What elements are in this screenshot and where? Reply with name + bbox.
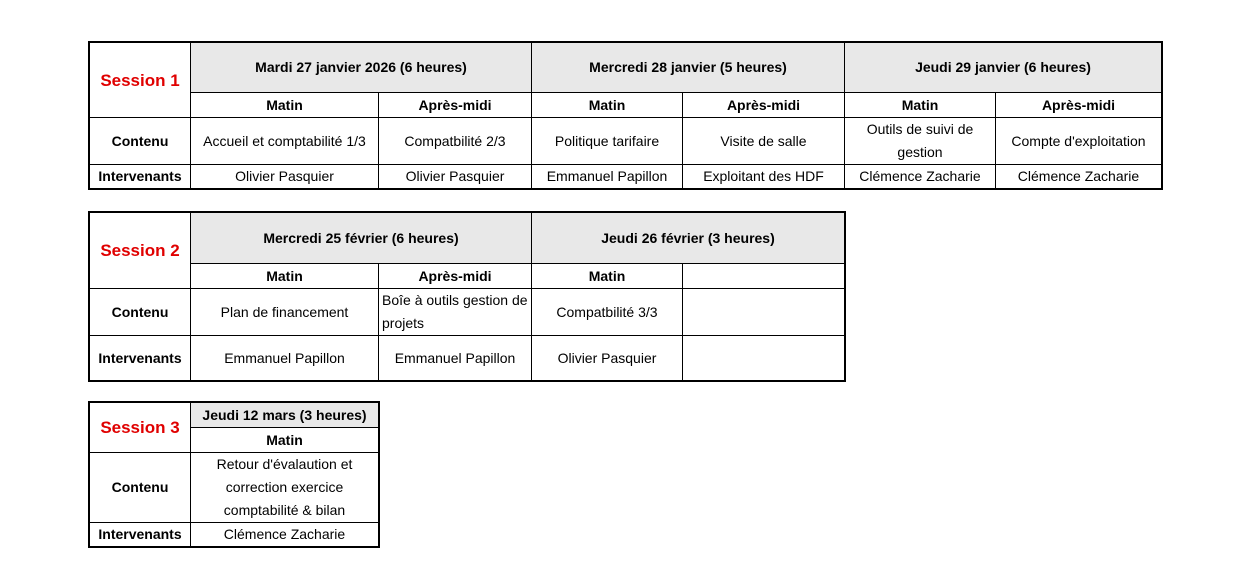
session-3-table — [89, 402, 379, 547]
day-header: Jeudi 29 janvier (6 heures) — [845, 43, 1162, 93]
period-header: Matin — [191, 93, 379, 118]
intervenant-cell: Clémence Zacharie — [191, 523, 379, 547]
intervenant-cell: Olivier Pasquier — [532, 336, 683, 381]
period-header: Après-midi — [379, 93, 532, 118]
intervenant-cell: Clémence Zacharie — [845, 165, 996, 189]
day-header: Mardi 27 janvier 2026 (6 heures) — [191, 43, 532, 93]
contenu-cell: Compatbilité 2/3 — [379, 118, 532, 165]
contenu-cell — [683, 289, 845, 336]
period-header: Matin — [532, 93, 683, 118]
period-header: Matin — [191, 428, 379, 453]
period-header: Matin — [532, 264, 683, 289]
period-header: Après-midi — [683, 93, 845, 118]
day-header: Mercredi 25 février (6 heures) — [191, 213, 532, 264]
contenu-cell: Compte d'exploitation — [996, 118, 1162, 165]
session-3-label: Session 3 — [90, 403, 191, 453]
intervenant-cell: Olivier Pasquier — [379, 165, 532, 189]
contenu-cell: Visite de salle — [683, 118, 845, 165]
session-2-label: Session 2 — [90, 213, 191, 289]
contenu-cell: Politique tarifaire — [532, 118, 683, 165]
intervenant-cell: Emmanuel Papillon — [191, 336, 379, 381]
intervenants-row-label: Intervenants — [90, 165, 191, 189]
session-1-table — [89, 42, 1162, 189]
contenu-cell: Retour d'évalaution et correction exercice comptabilité & bilan — [191, 453, 379, 523]
session-2-table — [89, 212, 845, 381]
session-1-label: Session 1 — [90, 43, 191, 118]
contenu-cell: Compatbilité 3/3 — [532, 289, 683, 336]
intervenant-cell: Emmanuel Papillon — [379, 336, 532, 381]
contenu-cell: Outils de suivi de gestion — [845, 118, 996, 165]
day-header: Jeudi 26 février (3 heures) — [532, 213, 845, 264]
intervenant-cell: Emmanuel Papillon — [532, 165, 683, 189]
period-header: Après-midi — [996, 93, 1162, 118]
intervenant-cell: Olivier Pasquier — [191, 165, 379, 189]
contenu-cell: Plan de financement — [191, 289, 379, 336]
day-header: Mercredi 28 janvier (5 heures) — [532, 43, 845, 93]
intervenant-cell — [683, 336, 845, 381]
period-header: Après-midi — [379, 264, 532, 289]
intervenants-row-label: Intervenants — [90, 523, 191, 547]
period-header: Matin — [845, 93, 996, 118]
contenu-row-label: Contenu — [90, 453, 191, 523]
contenu-cell: Accueil et comptabilité 1/3 — [191, 118, 379, 165]
contenu-row-label: Contenu — [90, 289, 191, 336]
day-header: Jeudi 12 mars (3 heures) — [191, 403, 379, 428]
intervenant-cell: Clémence Zacharie — [996, 165, 1162, 189]
intervenant-cell: Exploitant des HDF — [683, 165, 845, 189]
contenu-row-label: Contenu — [90, 118, 191, 165]
period-header — [683, 264, 845, 289]
intervenants-row-label: Intervenants — [90, 336, 191, 381]
period-header: Matin — [191, 264, 379, 289]
contenu-cell: Boîe à outils gestion de projets — [379, 289, 532, 336]
